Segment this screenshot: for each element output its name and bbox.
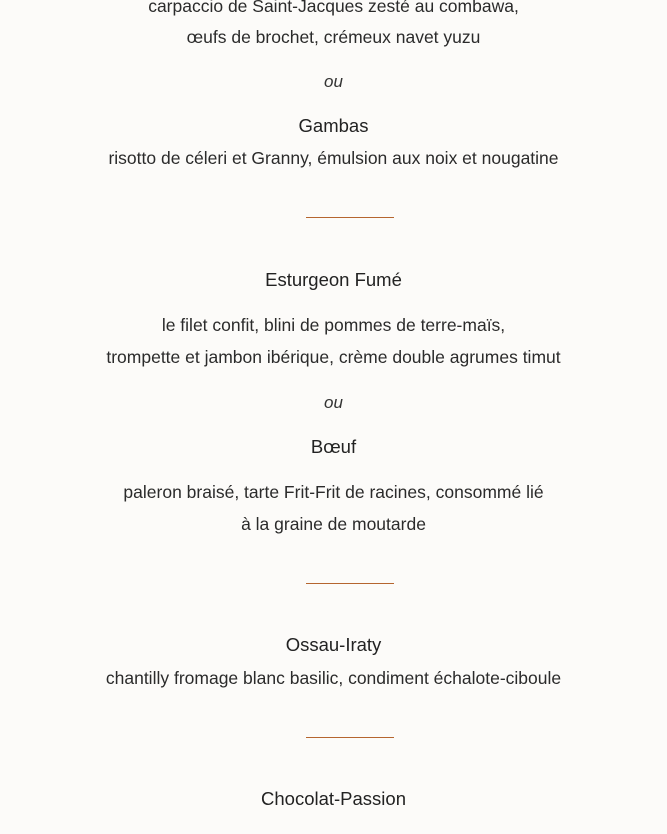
main-option-b-desc-line2: à la graine de moutarde: [241, 514, 426, 534]
section-separator-3: [306, 737, 394, 738]
main-or-label: ou: [324, 393, 343, 412]
section-separator-1: [306, 217, 394, 218]
starter-option-a-desc-line1: carpaccio de Saint-Jacques zesté au combawa,: [148, 0, 519, 16]
main-option-a-desc-line1: le filet confit, blini de pommes de terre-maïs,: [161, 315, 506, 335]
section-separator-2: [306, 583, 394, 584]
cheese-desc-line1: chantilly fromage blanc basilic, condiment échalote-ciboule: [105, 668, 562, 688]
starter-option-b-desc-line1: risotto de céleri et Granny, émulsion aux noix et nougatine: [108, 148, 559, 168]
main-option-a-desc-line2: trompette et jambon ibérique, crème double agrumes timut: [106, 347, 561, 367]
cheese-title: Ossau-Iraty: [285, 634, 382, 655]
main-option-b-desc-line1: paleron braisé, tarte Frit-Frit de racines, consommé lié: [123, 482, 544, 502]
starter-or-label: ou: [324, 72, 343, 91]
main-option-b-title: Bœuf: [310, 436, 357, 457]
dessert-title: Chocolat-Passion: [261, 788, 406, 809]
starter-option-b-title: Gambas: [298, 115, 369, 136]
starter-option-a-desc-line2: œufs de brochet, crémeux navet yuzu: [186, 27, 481, 47]
main-option-a-title: Esturgeon Fumé: [265, 269, 402, 290]
